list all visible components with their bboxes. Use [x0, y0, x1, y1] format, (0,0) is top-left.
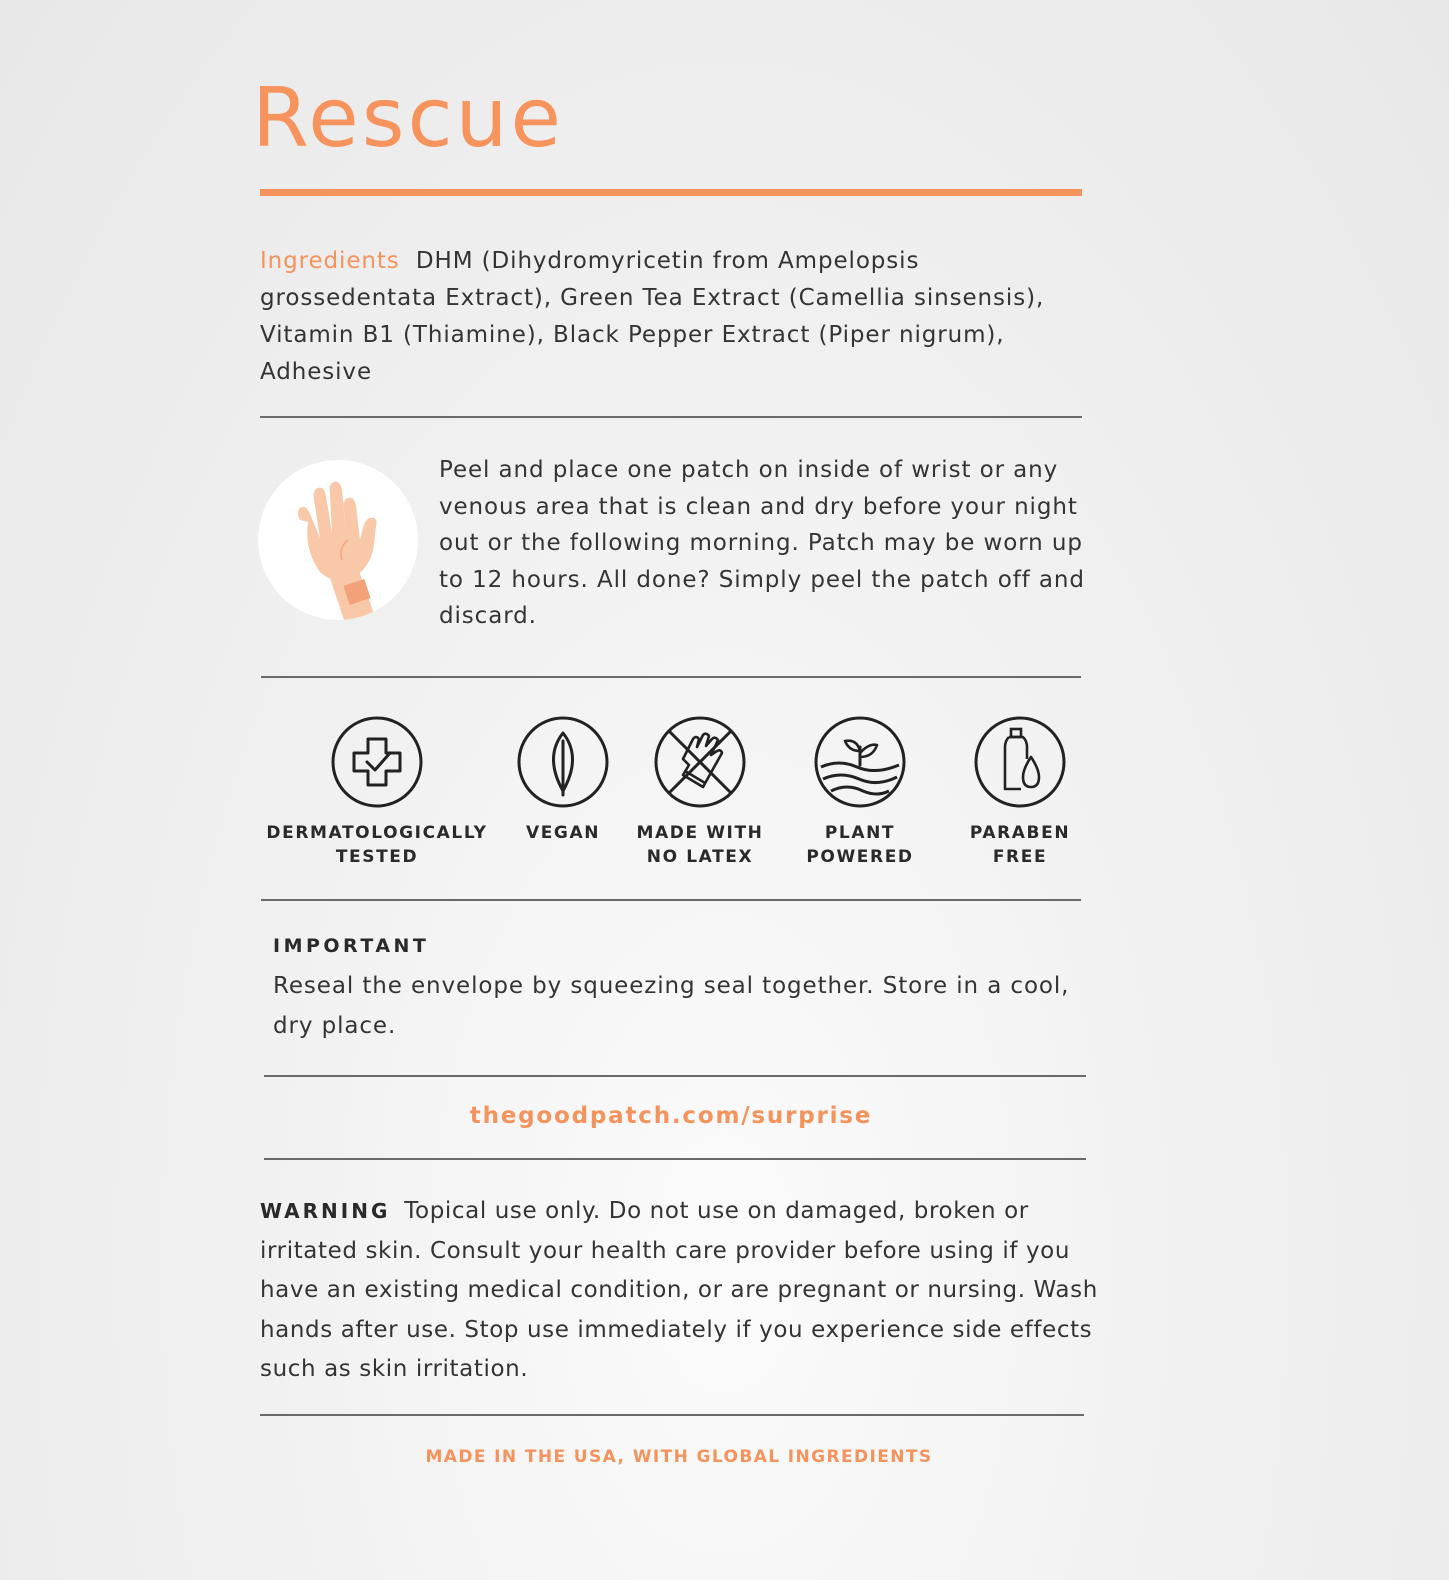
badge-label: PARABEN FREE [969, 823, 1071, 867]
divider [261, 899, 1081, 901]
leaf-icon [516, 715, 610, 809]
warning-section [260, 1192, 1100, 1390]
ingredients-label: Ingredients [260, 248, 400, 274]
badge-dermatologically-tested [258, 715, 496, 869]
product-title: Rescue [252, 71, 564, 166]
badge-plant-powered [788, 715, 932, 869]
divider [264, 1158, 1086, 1160]
hand-wrist-icon [258, 460, 418, 620]
ingredients-text: DHM (Dihydromyricetin from Ampelopsis grossedentata Extract), Green Tea Extract (Camellia sinsensis), Vitamin B1 (Thiamine), Black Pepper Extract (Piper nigrum), Adhesive [260, 248, 1045, 385]
bottle-drop-icon [973, 715, 1067, 809]
sprout-icon [813, 715, 907, 809]
no-glove-icon [653, 715, 747, 809]
badge-label: MADE WITH NO LATEX [636, 823, 764, 867]
badge-label: DERMATOLOGICALLY TESTED [266, 823, 488, 867]
ingredients-section [260, 243, 1100, 391]
title-underline [260, 189, 1082, 196]
badge-no-latex [628, 715, 772, 869]
divider [260, 1414, 1084, 1416]
important-text: Reseal the envelope by squeezing seal together. Store in a cool, dry place. [273, 973, 1070, 1039]
badge-paraben-free [948, 715, 1092, 869]
important-heading: IMPORTANT [273, 935, 430, 957]
website-link[interactable]: thegoodpatch.com/surprise [469, 1103, 873, 1129]
usage-instructions: Peel and place one patch on inside of wrist or any venous area that is clean and dry before your night out or the following morning. Patch may be worn up to 12 hours. All done? Simply peel the patch off and discard. [439, 457, 1085, 629]
divider [264, 1075, 1086, 1077]
badge-label: VEGAN [525, 823, 601, 843]
origin-statement: MADE IN THE USA, WITH GLOBAL INGREDIENTS [425, 1447, 933, 1467]
divider [260, 416, 1082, 418]
badge-vegan [508, 715, 618, 845]
badge-label: PLANT POWERED [806, 823, 914, 867]
warning-label: WARNING [260, 1199, 391, 1223]
warning-text: Topical use only. Do not use on damaged, broken or irritated skin. Consult your health care provider before using if you have an existing medical condition, or are pregnant or nursing. Wash hands after use. Stop use immediately if you experience side effects such as skin irritation. [260, 1198, 1098, 1383]
medical-cross-check-icon [330, 715, 424, 809]
divider [261, 676, 1081, 678]
